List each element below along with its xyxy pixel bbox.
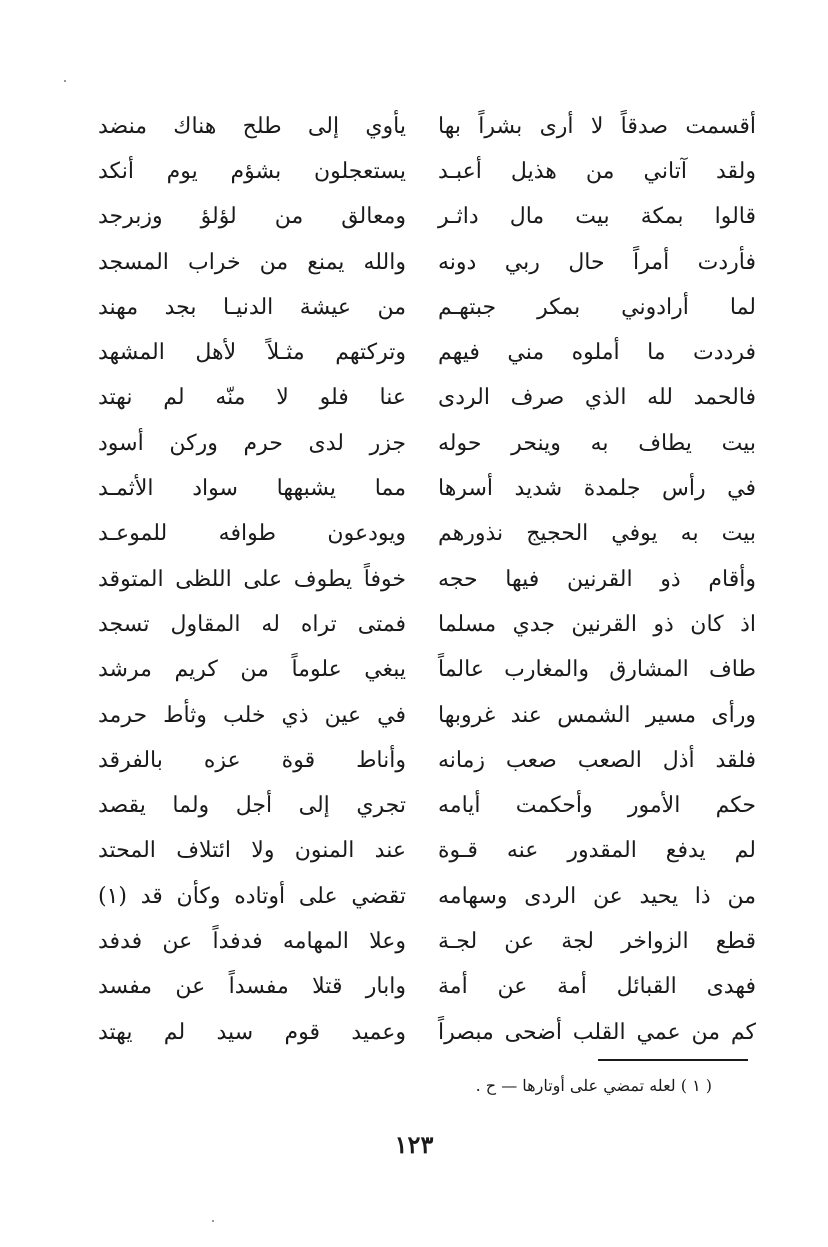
verse-second-hemistich: في عين ذي خلب وثأط حرمد: [98, 702, 406, 728]
paper-speck: [64, 80, 66, 82]
verse-second-hemistich: فمتى تراه له المقاول تسجد: [98, 611, 406, 637]
verse-second-hemistich: جزر لدى حرم وركن أسود: [98, 430, 406, 456]
verse-second-hemistich: من عيشة الدنيـا بجد مهند: [98, 294, 406, 320]
verse-line: [98, 1010, 756, 1055]
verse-line: [98, 783, 756, 828]
verse-first-hemistich: قالوا بمكة بيت مال داثـر: [438, 204, 756, 230]
verse-first-hemistich: وأقام ذو القرنين فيها حجه: [438, 566, 756, 592]
verse-second-hemistich: ويودعون طوافه للموعـد: [98, 521, 406, 547]
verse-first-hemistich: في رأس جلمدة شديد أسرها: [438, 476, 756, 502]
verse-second-hemistich: وعلا المهامه فدفداً عن فدفد: [98, 928, 406, 954]
verse-second-hemistich: خوفاً يطوف على اللظى المتوقد: [98, 566, 406, 592]
verse-line: [98, 738, 756, 783]
verse-line: [98, 421, 756, 466]
poem-body: [98, 104, 756, 1055]
verse-line: [98, 602, 756, 647]
verse-first-hemistich: فالحمد لله الذي صرف الردى: [438, 385, 756, 411]
verse-second-hemistich: يستعجلون بشؤم يوم أنكد: [98, 158, 406, 184]
verse-line: [98, 874, 756, 919]
verse-line: [98, 285, 756, 330]
verse-line: [98, 919, 756, 964]
verse-line: [98, 195, 756, 240]
verse-first-hemistich: طاف المشارق والمغارب عالماً: [438, 657, 756, 683]
verse-line: [98, 829, 756, 874]
footnote: ( ١ ) لعله تمضي على أوتارها — ح .: [475, 1076, 712, 1095]
verse-line: [98, 149, 756, 194]
verse-second-hemistich: وابار قتلا مفسداً عن مفسد: [98, 974, 406, 1000]
verse-first-hemistich: لم يدفع المقدور عنه قـوة: [438, 838, 756, 864]
verse-line: [98, 693, 756, 738]
verse-second-hemistich: والله يمنع من خراب المسجد: [98, 249, 406, 275]
verse-first-hemistich: فأردت أمراً حال ربي دونه: [438, 249, 756, 275]
verse-first-hemistich: ورأى مسير الشمس عند غروبها: [438, 702, 756, 728]
verse-second-hemistich: وتركتهم مثـلاً لأهل المشهد: [98, 340, 406, 366]
verse-line: [98, 965, 756, 1010]
verse-first-hemistich: من ذا يحيد عن الردى وسهامه: [438, 883, 756, 909]
verse-line: [98, 557, 756, 602]
verse-first-hemistich: كم من عمي القلب أضحى مبصراً: [438, 1019, 756, 1045]
verse-first-hemistich: بيت به يوفي الحجيج نذورهم: [438, 521, 756, 547]
verse-first-hemistich: ولقد آتاني من هذيل أعبـد: [438, 158, 756, 184]
verse-line: [98, 466, 756, 511]
verse-second-hemistich: وعميد قوم سيد لم يهتد: [98, 1019, 406, 1045]
verse-first-hemistich: لما أرادوني بمكر جبتهـم: [438, 294, 756, 320]
verse-first-hemistich: بيت يطاف به وينحر حوله: [438, 430, 756, 456]
verse-line: [98, 330, 756, 375]
page-number: ١٢٣: [394, 1130, 434, 1159]
verse-second-hemistich: مما يشبهها سواد الأثمـد: [98, 476, 406, 502]
verse-second-hemistich: ومعالق من لؤلؤ وزبرجد: [98, 204, 406, 230]
verse-second-hemistich: تجري إلى أجل ولما يقصد: [98, 793, 406, 819]
verse-line: [98, 648, 756, 693]
verse-second-hemistich: تقضي على أوتاده وكأن قد (١): [98, 883, 406, 909]
verse-second-hemistich: عنا فلو لا منّه لم نهتد: [98, 385, 406, 411]
verse-first-hemistich: فهدى القبائل أمة عن أمة: [438, 974, 756, 1000]
verse-line: [98, 240, 756, 285]
verse-first-hemistich: حكم الأمور وأحكمت أيامه: [438, 793, 756, 819]
verse-first-hemistich: فرددت ما أملوه مني فيهم: [438, 340, 756, 366]
paper-speck: [212, 1220, 214, 1222]
verse-line: [98, 376, 756, 421]
verse-second-hemistich: عند المنون ولا ائتلاف المحتد: [98, 838, 406, 864]
verse-second-hemistich: يبغي علوماً من كريم مرشد: [98, 657, 406, 683]
verse-line: [98, 104, 756, 149]
footnote-separator: [598, 1059, 748, 1061]
verse-first-hemistich: قطع الزواخر لجة عن لجـة: [438, 928, 756, 954]
verse-second-hemistich: وأناط قوة عزه بالفرقد: [98, 747, 406, 773]
verse-line: [98, 512, 756, 557]
verse-first-hemistich: اذ كان ذو القرنين جدي مسلما: [438, 611, 756, 637]
verse-first-hemistich: فلقد أذل الصعب صعب زمانه: [438, 747, 756, 773]
verse-first-hemistich: أقسمت صدقاً لا أرى بشراً بها: [438, 113, 756, 139]
verse-second-hemistich: يأوي إلى طلح هناك منضد: [98, 113, 406, 139]
